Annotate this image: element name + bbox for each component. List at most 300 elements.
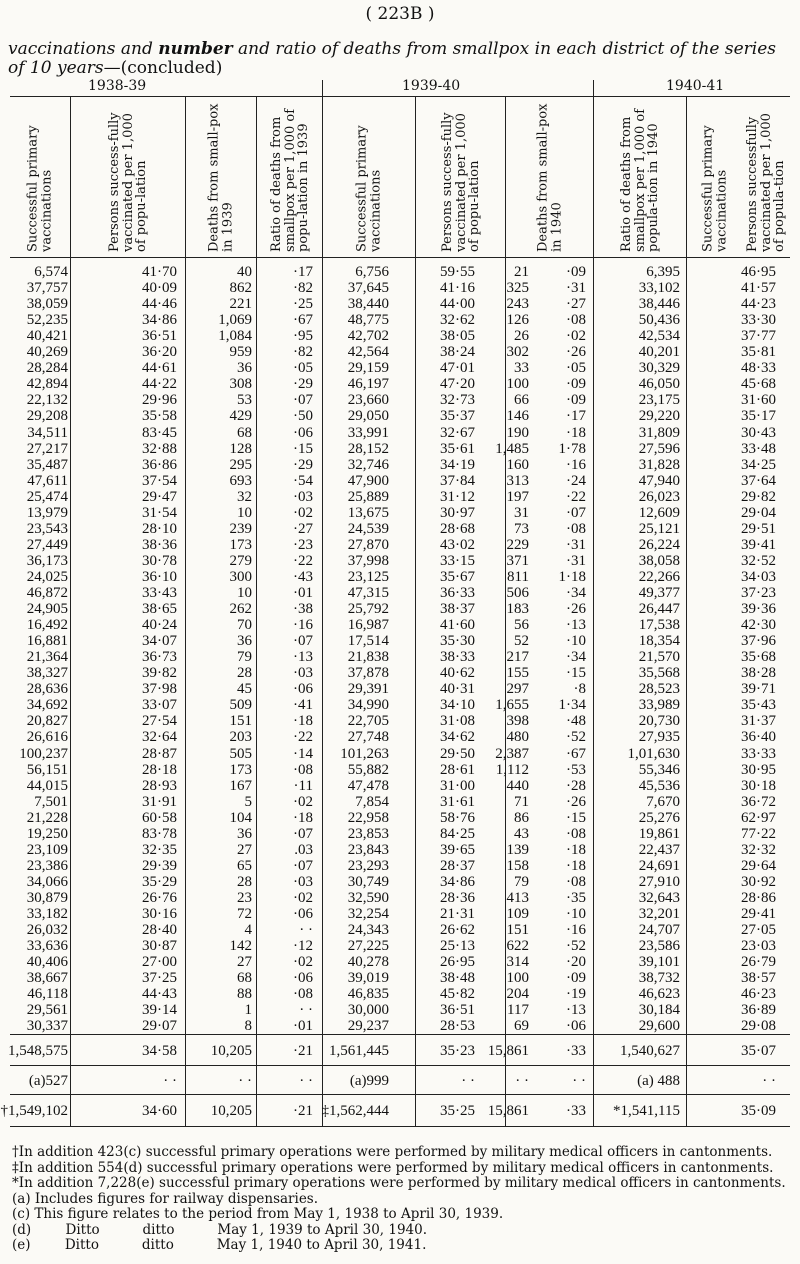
table-cell: 40,201	[638, 344, 680, 361]
table-cell: 33·07	[142, 697, 177, 714]
table-cell: ·18	[293, 809, 313, 826]
table-cell: 21,228	[26, 809, 68, 826]
table-cell: 28	[237, 665, 252, 682]
table-cell: ·01	[293, 585, 313, 601]
table-cell: 33·30	[741, 312, 776, 329]
table-cell: 30,749	[347, 873, 389, 890]
table-cell: 204	[506, 986, 529, 1003]
table-cell: 27·54	[142, 713, 177, 730]
table-cell: ·18	[293, 713, 313, 730]
table-cell: 146	[506, 408, 529, 425]
table-cell: 17,538	[638, 617, 680, 634]
table-cell: ·14	[293, 745, 313, 762]
table-cell: 16,881	[26, 633, 68, 650]
table-cell: 31·37	[741, 713, 776, 730]
table-cell: ·82	[293, 344, 313, 361]
table-cell: 30·95	[741, 761, 776, 778]
table-cell: 37·25	[142, 970, 177, 987]
totals-cell: · ·	[572, 1073, 586, 1089]
table-cell: 72	[237, 906, 252, 922]
table-cell: 36	[237, 360, 252, 377]
table-cell: 34·86	[440, 873, 475, 890]
table-cell: 37,645	[347, 280, 389, 297]
header-cell	[10, 100, 70, 254]
totals-cell: · ·	[238, 1073, 252, 1089]
table-cell: 46,835	[347, 986, 389, 1003]
table-cell: 48·33	[741, 360, 776, 377]
table-cell: 34·10	[440, 697, 475, 714]
table-cell: ·31	[566, 552, 586, 569]
table-cell: ·01	[293, 1018, 313, 1035]
table-cell: 35·17	[741, 408, 776, 425]
table-cell: 28	[237, 873, 252, 890]
table-cell: 28,284	[26, 360, 68, 377]
table-cell: 413	[506, 889, 529, 906]
table-cell: ·26	[566, 344, 586, 361]
table-cell: 22,132	[26, 392, 68, 409]
page-number: ( 223B )	[365, 4, 435, 24]
table-cell: ·22	[566, 488, 586, 505]
table-cell: ·17	[293, 264, 313, 280]
table-cell: ·38	[293, 601, 313, 618]
table-cell: 39·36	[741, 601, 776, 618]
table-cell: 158	[506, 857, 529, 874]
table-cell: 45	[237, 681, 252, 698]
table-cell: 41·16	[440, 280, 475, 297]
table-cell: 39·82	[142, 665, 177, 682]
table-cell: ·95	[293, 328, 313, 345]
table-cell: 49,377	[638, 585, 680, 601]
year-1938-39: 1938-39	[88, 78, 147, 94]
table-cell: 35·68	[741, 649, 776, 666]
footnote: *In addition 7,228(e) successful primary operations were performed by military medical officers in cantonments.	[12, 1175, 786, 1191]
table-cell: 29·82	[741, 488, 776, 505]
table-cell: 47·01	[440, 360, 475, 377]
table-cell: 109	[506, 906, 529, 922]
table-cell: 44·46	[142, 296, 177, 313]
table-cell: 16,987	[347, 617, 389, 634]
table-cell: 44·43	[142, 986, 177, 1003]
table-cell: 36	[237, 633, 252, 650]
totals-cell: 1,540,627	[620, 1043, 680, 1059]
table-cell: 1,485	[495, 440, 529, 457]
table-cell: 38,446	[638, 296, 680, 313]
table-cell: 183	[506, 601, 529, 618]
table-cell: 53	[237, 392, 252, 409]
year-1939-40: 1939-40	[402, 78, 461, 94]
table-cell: 37·64	[741, 472, 776, 489]
table-cell: ·34	[566, 649, 586, 666]
table-cell: ·27	[293, 520, 313, 537]
table-cell: 28·36	[440, 889, 475, 906]
table-cell: · ·	[299, 922, 313, 939]
table-cell: 30·87	[142, 938, 177, 955]
table-cell: 40·09	[142, 280, 177, 297]
table-cell: 325	[506, 280, 529, 297]
rule-totals-3	[10, 1094, 790, 1095]
table-cell: 30,337	[26, 1018, 68, 1035]
table-cell: ·13	[566, 1002, 586, 1019]
table-cell: 36,173	[26, 552, 68, 569]
table-cell: 28·37	[440, 857, 475, 874]
table-cell: 83·45	[142, 424, 177, 441]
table-cell: 41·70	[142, 264, 177, 280]
table-cell: 26,023	[638, 488, 680, 505]
table-cell: ·31	[566, 536, 586, 553]
table-cell: ·07	[293, 825, 313, 842]
table-cell: 117	[507, 1002, 529, 1019]
table-cell: 38·24	[440, 344, 475, 361]
totals-cell: 15,861	[487, 1103, 529, 1119]
table-cell: 21,838	[347, 649, 389, 666]
table-cell: ·02	[293, 889, 313, 906]
table-cell: 239	[229, 520, 252, 537]
table-cell: 38·33	[440, 649, 475, 666]
table-cell: 20,730	[638, 713, 680, 730]
table-cell: ·27	[566, 296, 586, 313]
table-cell: 88	[237, 986, 252, 1003]
table-cell: 40·24	[142, 617, 177, 634]
table-cell: 1·78	[558, 440, 586, 457]
table-cell: 32,254	[347, 906, 389, 922]
table-cell: 29,391	[347, 681, 389, 698]
table-cell: 34·19	[440, 456, 475, 473]
table-cell: 24,539	[347, 520, 389, 537]
table-cell: 37·84	[440, 472, 475, 489]
table-cell: 45,536	[638, 777, 680, 794]
table-cell: 43	[514, 825, 529, 842]
table-cell: 32,201	[638, 906, 680, 922]
table-cell: 28·18	[142, 761, 177, 778]
table-cell: 5	[244, 793, 252, 810]
table-cell: 28·53	[440, 1018, 475, 1035]
header-cell	[687, 100, 742, 254]
table-cell: ·43	[293, 568, 313, 585]
header-cell	[72, 100, 184, 254]
table-cell: 6,574	[34, 264, 68, 280]
table-cell: 30,000	[347, 1002, 389, 1019]
header-cell	[416, 100, 505, 254]
table-cell: 29·47	[142, 488, 177, 505]
table-cell: 190	[506, 424, 529, 441]
table-cell: 36·40	[741, 729, 776, 746]
table-cell: 23,586	[638, 938, 680, 955]
table-cell: ·54	[293, 472, 313, 489]
table-cell: 160	[506, 456, 529, 473]
rule-header-bottom	[10, 257, 790, 258]
table-cell: 31·61	[440, 793, 475, 810]
table-cell: 42·30	[741, 617, 776, 634]
table-cell: 37·54	[142, 472, 177, 489]
table-cell: 39·41	[741, 536, 776, 553]
column-header: Successful primary vaccinations	[354, 125, 383, 252]
table-cell: 29,220	[638, 408, 680, 425]
table-cell: 398	[506, 713, 529, 730]
table-cell: 27	[237, 954, 252, 971]
table-cell: 29·96	[142, 392, 177, 409]
table-cell: 27,748	[347, 729, 389, 746]
table-cell: ·48	[566, 713, 586, 730]
table-cell: 31·91	[142, 793, 177, 810]
table-row	[0, 1016, 800, 1036]
table-cell: ·02	[566, 328, 586, 345]
title-part-2: number	[158, 39, 233, 59]
totals-cell: ·33	[566, 1043, 586, 1059]
totals-cell: ‡1,562,444	[321, 1103, 389, 1119]
table-cell: 37·77	[741, 328, 776, 345]
table-cell: 30·78	[142, 552, 177, 569]
year-headers	[0, 78, 800, 96]
table-cell: ·8	[573, 681, 586, 698]
column-header: Successful primary vaccinations	[25, 125, 54, 252]
totals-cell: 10,205	[210, 1103, 252, 1119]
table-cell: ·08	[293, 986, 313, 1003]
table-cell: 197	[506, 488, 529, 505]
table-cell: 34,692	[26, 697, 68, 714]
table-cell: 33·15	[440, 552, 475, 569]
table-cell: ·50	[293, 408, 313, 425]
table-cell: 28·93	[142, 777, 177, 794]
table-cell: 509	[229, 697, 252, 714]
table-cell: 7,854	[355, 793, 389, 810]
table-cell: 44·22	[142, 376, 177, 393]
table-cell: 26·62	[440, 922, 475, 939]
table-cell: 38·28	[741, 665, 776, 682]
table-cell: ·06	[293, 906, 313, 922]
table-cell: 1,084	[218, 328, 252, 345]
table-cell: 4	[244, 922, 252, 939]
table-cell: 17,514	[347, 633, 389, 650]
table-cell: 22,437	[638, 841, 680, 858]
table-cell: 34,990	[347, 697, 389, 714]
table-cell: 39·14	[142, 1002, 177, 1019]
table-cell: 46,118	[27, 986, 68, 1003]
table-cell: 35,568	[638, 665, 680, 682]
table-cell: 36·20	[142, 344, 177, 361]
table-cell: 29,159	[347, 360, 389, 377]
table-cell: ·06	[293, 681, 313, 698]
table-cell: 31·12	[440, 488, 475, 505]
table-cell: 29,208	[26, 408, 68, 425]
table-cell: 31,828	[638, 456, 680, 473]
table-cell: 27,217	[26, 440, 68, 457]
table-cell: 36·86	[142, 456, 177, 473]
column-header: Persons success-fully vaccinated per 1,000 of popu-lation	[439, 112, 482, 252]
totals-cell: (a)999	[349, 1073, 389, 1089]
table-cell: 31·00	[440, 777, 475, 794]
totals-cell: ·21	[293, 1043, 313, 1059]
table-cell: ·41	[293, 697, 313, 714]
table-cell: ·08	[293, 761, 313, 778]
table-cell: ·28	[566, 777, 586, 794]
table-cell: 21·31	[440, 906, 475, 922]
table-cell: 28,152	[347, 440, 389, 457]
table-cell: 313	[506, 472, 529, 489]
table-cell: 38·65	[142, 601, 177, 618]
table-cell: 173	[229, 761, 252, 778]
table-cell: 37·96	[741, 633, 776, 650]
table-cell: 29,600	[638, 1018, 680, 1035]
table-cell: 33·43	[142, 585, 177, 601]
table-cell: ·10	[566, 633, 586, 650]
table-cell: 35·58	[142, 408, 177, 425]
table-cell: 302	[506, 344, 529, 361]
table-cell: 1	[244, 1002, 252, 1019]
table-cell: 126	[506, 312, 529, 329]
table-cell: 26,616	[26, 729, 68, 746]
table-cell: ·53	[566, 761, 586, 778]
year-1940-41: 1940-41	[666, 78, 725, 94]
table-cell: 29·51	[741, 520, 776, 537]
table-cell: 60·58	[142, 809, 177, 826]
table-cell: 100	[506, 376, 529, 393]
table-cell: ·18	[566, 857, 586, 874]
table-cell: 26·76	[142, 889, 177, 906]
table-cell: 40,421	[26, 328, 68, 345]
table-cell: 32,746	[347, 456, 389, 473]
table-cell: 47·20	[440, 376, 475, 393]
table-cell: ·13	[293, 649, 313, 666]
table-cell: 46,197	[347, 376, 389, 393]
table-cell: ·09	[566, 392, 586, 409]
table-cell: 429	[229, 408, 252, 425]
table-cell: 25,276	[638, 809, 680, 826]
table-cell: ·08	[566, 520, 586, 537]
table-cell: ·22	[293, 729, 313, 746]
table-cell: 295	[229, 456, 252, 473]
table-cell: 59·55	[440, 264, 475, 280]
table-cell: ·26	[566, 793, 586, 810]
table-cell: ·26	[566, 601, 586, 618]
totals-cell: · ·	[515, 1073, 529, 1089]
totals-cell: · ·	[299, 1073, 313, 1089]
table-cell: ·10	[566, 906, 586, 922]
table-cell: 1·18	[558, 568, 586, 585]
table-cell: 38·57	[741, 970, 776, 987]
table-cell: 45·68	[741, 376, 776, 393]
table-cell: 25,474	[26, 488, 68, 505]
table-cell: 46·95	[741, 264, 776, 280]
table-cell: 73	[514, 520, 529, 537]
table-cell: 46,050	[638, 376, 680, 393]
table-cell: 36·10	[142, 568, 177, 585]
table-cell: 28,636	[26, 681, 68, 698]
table-cell: 41·60	[440, 617, 475, 634]
table-cell: 39·71	[741, 681, 776, 698]
table-cell: 25·13	[440, 938, 475, 955]
table-cell: 32·64	[142, 729, 177, 746]
table-cell: ·06	[293, 970, 313, 987]
table-cell: 62·97	[741, 809, 776, 826]
table-cell: 39,019	[347, 970, 389, 987]
table-cell: 58·76	[440, 809, 475, 826]
table-cell: 308	[229, 376, 252, 393]
table-cell: 36	[237, 825, 252, 842]
table-cell: 29,237	[347, 1018, 389, 1035]
table-cell: 31·54	[142, 504, 177, 521]
column-header: Ratio of deaths from smallpox per 1,000 of popula-tion in 1940	[618, 108, 661, 252]
totals-cell: 35·23	[440, 1043, 475, 1059]
table-cell: 30·16	[142, 906, 177, 922]
table-cell: ·09	[566, 376, 586, 393]
table-cell: ·20	[566, 954, 586, 971]
table-cell: 65	[237, 857, 252, 874]
table-cell: ·16	[293, 617, 313, 634]
table-title	[8, 40, 788, 78]
table-cell: 40	[237, 264, 252, 280]
table-cell: 21	[514, 264, 529, 280]
table-cell: 34·86	[142, 312, 177, 329]
table-cell: ·13	[566, 617, 586, 634]
table-cell: 23,293	[347, 857, 389, 874]
table-cell: ·16	[566, 922, 586, 939]
table-cell: 68	[237, 970, 252, 987]
table-cell: 27,870	[347, 536, 389, 553]
table-cell: 42,894	[26, 376, 68, 393]
table-cell: 33,102	[638, 280, 680, 297]
table-cell: 45·82	[440, 986, 475, 1003]
table-cell: ·16	[566, 456, 586, 473]
table-cell: 217	[506, 649, 529, 666]
table-cell: 32·67	[440, 424, 475, 441]
table-cell: ·11	[293, 777, 313, 794]
totals-cell: 35·09	[741, 1103, 776, 1119]
totals-cell: 34·60	[142, 1103, 177, 1119]
table-cell: 32,590	[347, 889, 389, 906]
footnote: †In addition 423(c) successful primary operations were performed by military medical officers in cantonments.	[12, 1144, 773, 1160]
table-cell: 29,561	[26, 1002, 68, 1019]
table-cell: 33·48	[741, 440, 776, 457]
table-cell: ·19	[566, 986, 586, 1003]
table-cell: 26·79	[741, 954, 776, 971]
table-cell: 44·61	[142, 360, 177, 377]
rule-totals-2	[10, 1065, 790, 1066]
table-cell: 505	[229, 745, 252, 762]
table-cell: 32·62	[440, 312, 475, 329]
table-cell: 37,757	[26, 280, 68, 297]
table-cell: ·52	[566, 729, 586, 746]
table-cell: 100	[506, 970, 529, 987]
table-cell: 37·23	[741, 585, 776, 601]
header-cell	[506, 100, 593, 254]
table-cell: ·17	[566, 408, 586, 425]
table-cell: 23,660	[347, 392, 389, 409]
table-cell: 440	[506, 777, 529, 794]
table-cell: ·15	[293, 440, 313, 457]
table-cell: ·05	[293, 360, 313, 377]
totals-cell: 35·07	[741, 1043, 776, 1059]
column-header: Persons successfully vaccinated per 1,000 of popula-tion	[744, 113, 787, 252]
table-cell: 30,184	[638, 1002, 680, 1019]
totals-row	[0, 1040, 800, 1062]
table-cell: ·35	[566, 889, 586, 906]
table-cell: 83·78	[142, 825, 177, 842]
table-cell: 35,487	[26, 456, 68, 473]
table-cell: 693	[229, 472, 252, 489]
table-cell: 23,843	[347, 841, 389, 858]
table-cell: 38,667	[26, 970, 68, 987]
table-cell: 23	[237, 889, 252, 906]
table-cell: ·82	[293, 280, 313, 297]
table-cell: 19,861	[638, 825, 680, 842]
table-cell: 52,235	[26, 312, 68, 329]
table-cell: 12,609	[638, 504, 680, 521]
table-cell: ·07	[293, 392, 313, 409]
totals-cell: (a)527	[28, 1073, 68, 1089]
table-cell: 38,327	[26, 665, 68, 682]
table-cell: ·25	[293, 296, 313, 313]
table-cell: 1,01,630	[627, 745, 680, 762]
